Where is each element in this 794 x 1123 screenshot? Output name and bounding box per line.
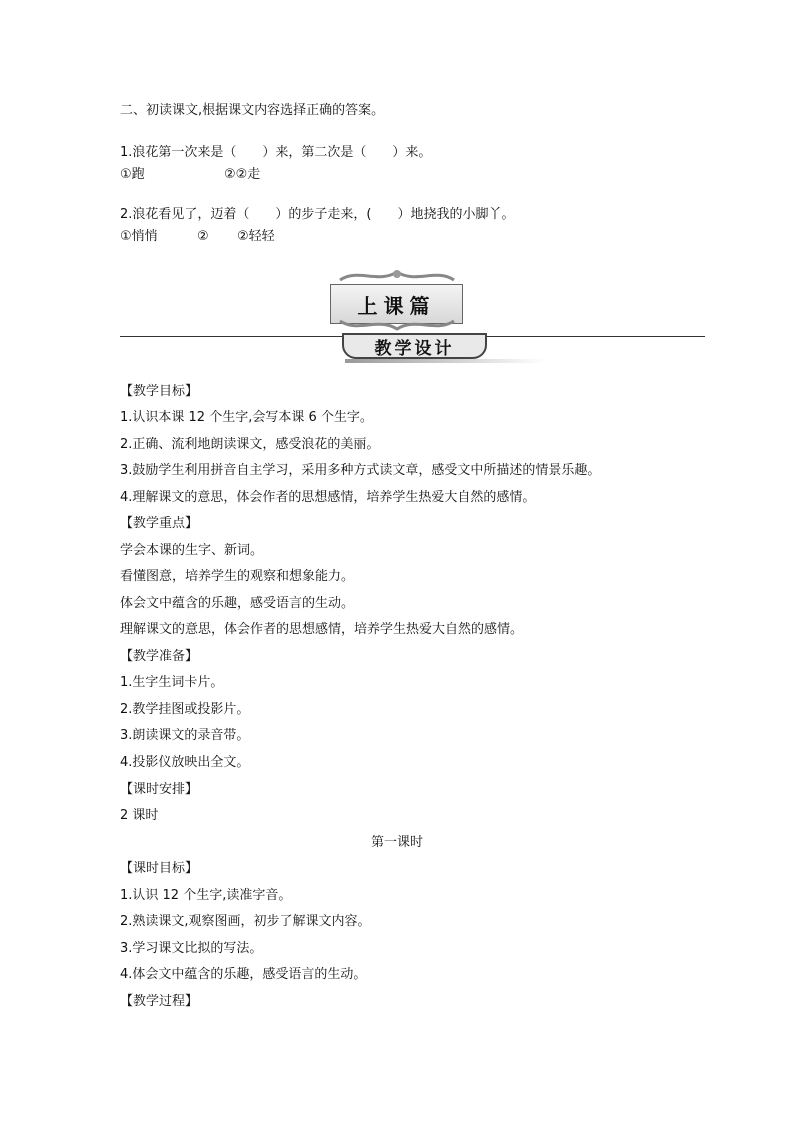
- goals-title: 【教学目标】: [120, 384, 199, 399]
- keypoints-title: 【教学重点】: [120, 516, 199, 531]
- process-title: 【教学过程】: [120, 994, 199, 1009]
- lesson-goal-item: 2.熟读课文,观察图画，初步了解课文内容。: [120, 914, 371, 929]
- keypoint-item: 体会文中蕴含的乐趣，感受语言的生动。: [120, 596, 355, 611]
- keypoint-item: 理解课文的意思，体会作者的思想感情，培养学生热爱大自然的感情。: [120, 622, 524, 637]
- prep-title: 【教学准备】: [120, 649, 199, 664]
- goal-item: 2.正确、流利地朗读课文，感受浪花的美丽。: [120, 437, 380, 452]
- goal-item: 4.理解课文的意思，体会作者的思想感情，培养学生热爱大自然的感情。: [120, 490, 536, 505]
- lesson-heading: 第一课时: [370, 835, 423, 850]
- banner-teaching-design: 教学设计: [342, 333, 487, 359]
- lesson-goal-item: 3.学习课文比拟的写法。: [120, 941, 263, 956]
- question-1: 1.浪花第一次来是（ ）来，第二次是（ ）来。: [120, 145, 432, 160]
- question-2: 2.浪花看见了，迈着（ ）的步子走来，( ）地挠我的小脚丫。: [120, 207, 515, 222]
- q1-option-b: ②②走: [224, 167, 261, 182]
- prep-item: 4.投影仪放映出全文。: [120, 755, 250, 770]
- ornament-icon: [338, 317, 456, 333]
- q2-option-c: ②轻轻: [237, 229, 275, 244]
- q1-option-a: ①跑: [120, 167, 145, 182]
- prep-item: 3.朗读课文的录音带。: [120, 728, 250, 743]
- banner-lesson-title: 上课篇: [330, 284, 463, 324]
- banner-shadow: [345, 359, 545, 363]
- ornament-icon: [338, 266, 456, 286]
- q2-option-a: ①悄悄: [120, 229, 158, 244]
- keypoint-item: 学会本课的生字、新词。: [120, 543, 264, 558]
- goal-item: 3.鼓励学生利用拼音自主学习，采用多种方式读文章，感受文中所描述的情景乐趣。: [120, 463, 601, 478]
- q2-option-b: ②: [197, 229, 209, 244]
- lesson-goal-item: 1.认识 12 个生字,读准字音。: [120, 888, 292, 903]
- goal-item: 1.认识本课 12 个生字,会写本课 6 个生字。: [120, 410, 373, 425]
- schedule-title: 【课时安排】: [120, 782, 199, 797]
- section-heading: 二、初读课文,根据课文内容选择正确的答案。: [120, 103, 385, 118]
- prep-item: 2.教学挂图或投影片。: [120, 702, 250, 717]
- lesson-goal-item: 4.体会文中蕴含的乐趣，感受语言的生动。: [120, 967, 367, 982]
- prep-item: 1.生字生词卡片。: [120, 675, 224, 690]
- lesson-goals-title: 【课时目标】: [120, 861, 199, 876]
- keypoint-item: 看懂图意，培养学生的观察和想象能力。: [120, 569, 355, 584]
- schedule-value: 2 课时: [120, 808, 159, 823]
